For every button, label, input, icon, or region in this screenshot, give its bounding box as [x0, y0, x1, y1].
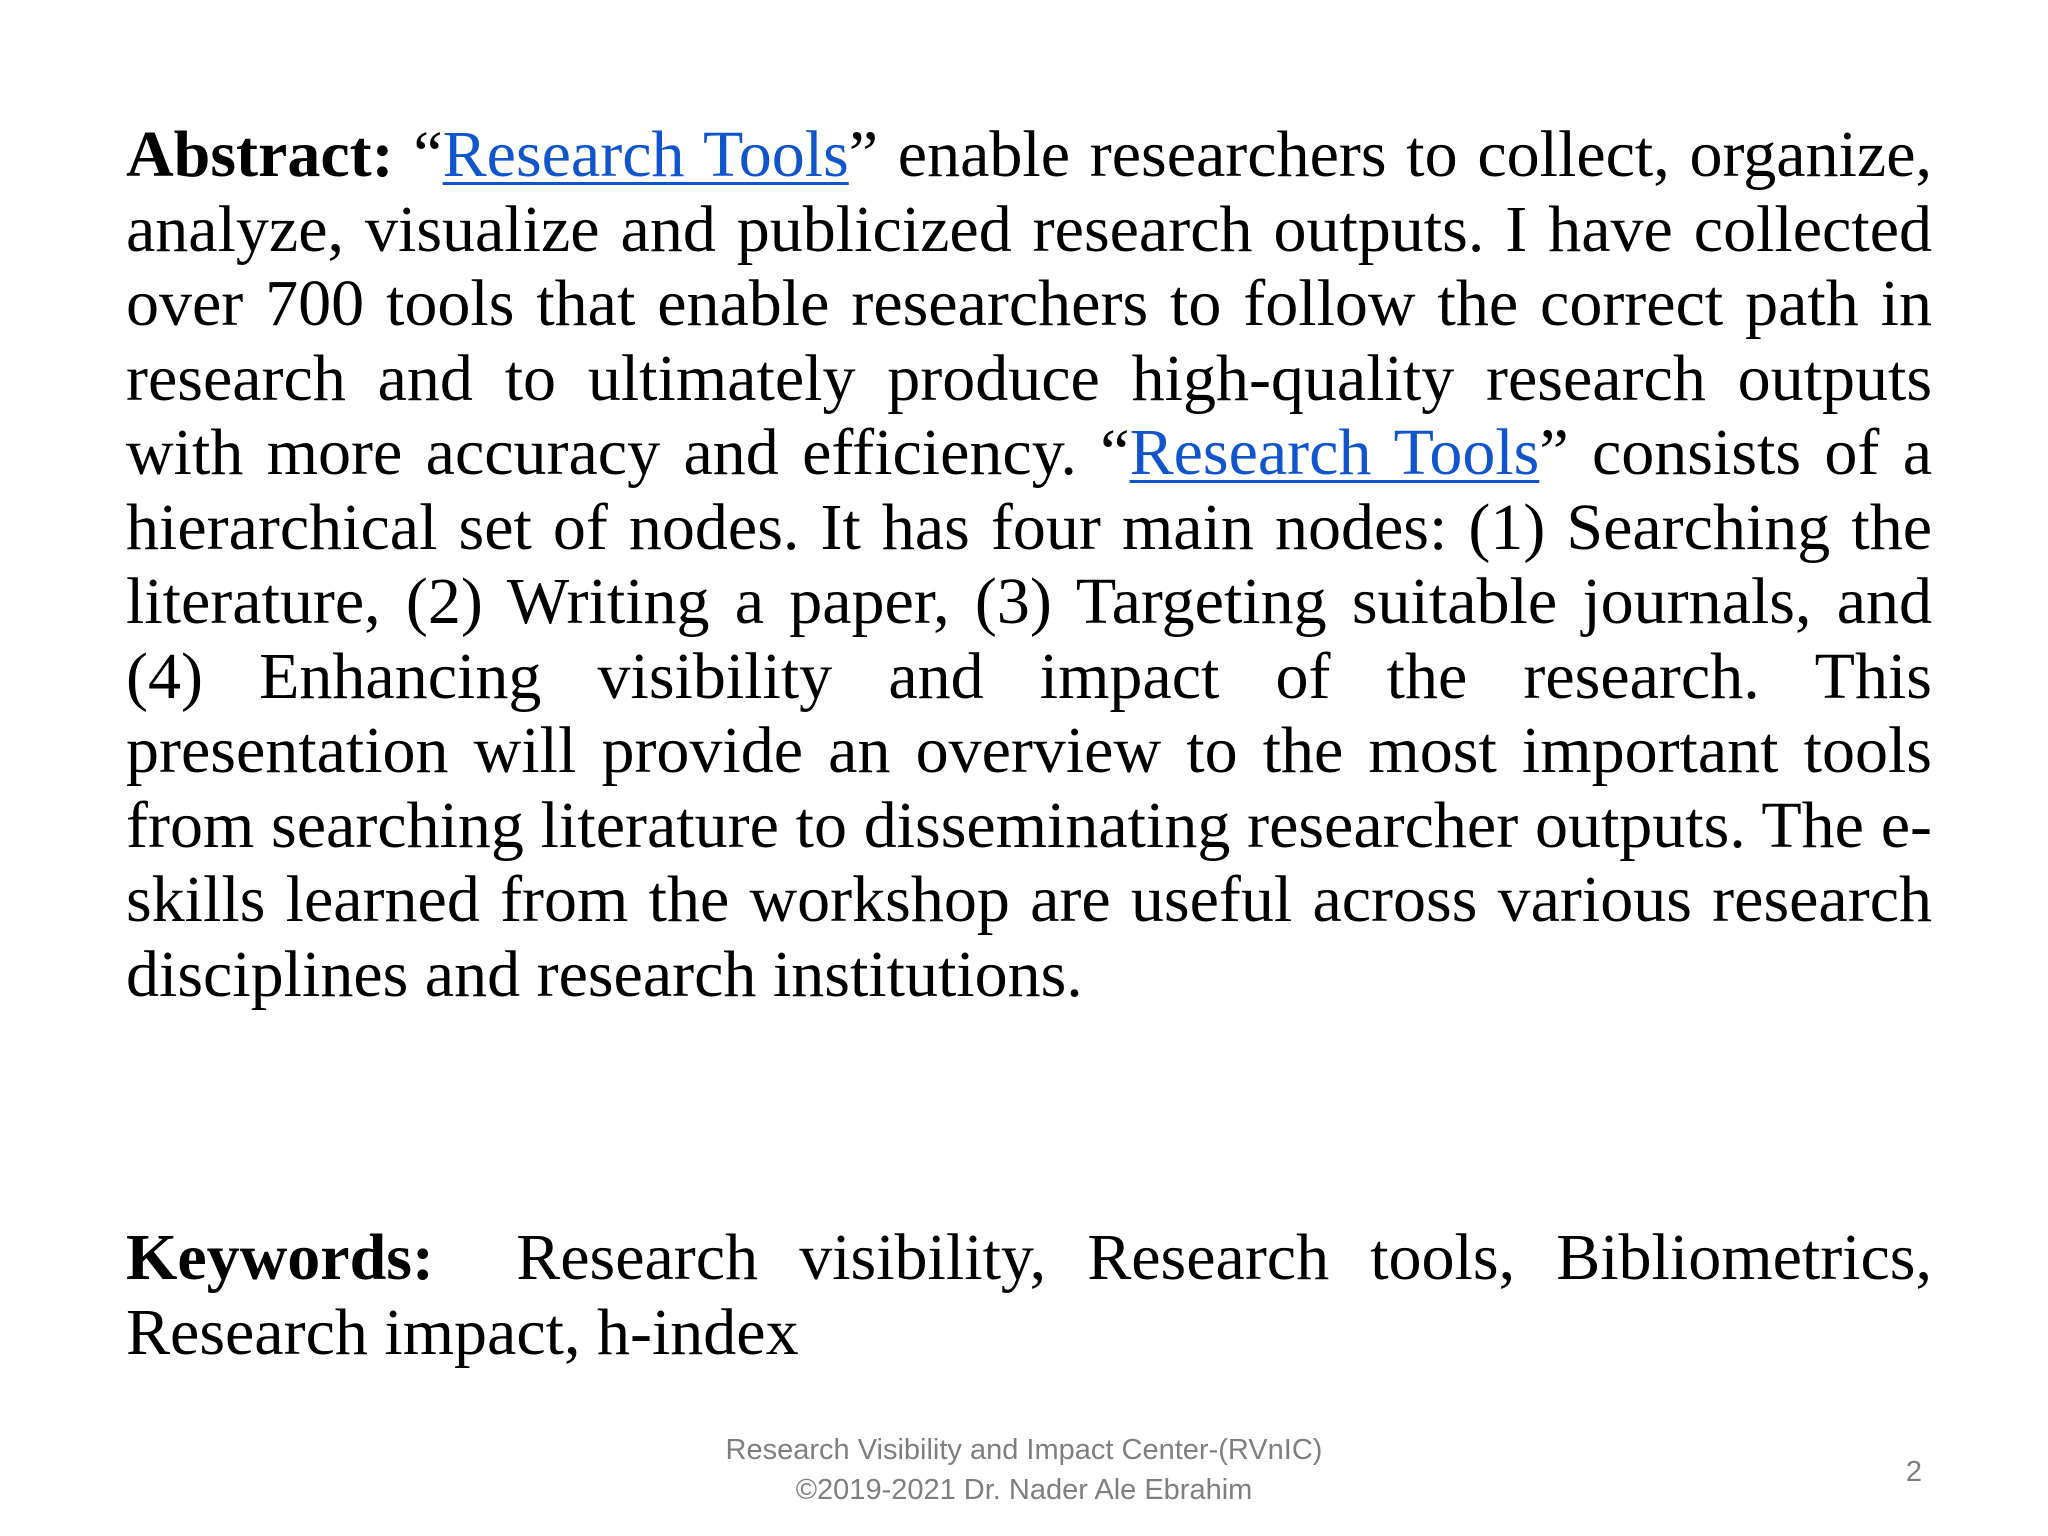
slide-footer — [624, 1430, 1424, 1510]
abstract-text-part-3: ” consists of a hierarchical set of nodes. It has four main nodes: (1) Searching the literature, (2) Writing a paper, (3) Targeting suitable journals, and (4) Enhancing visibility and impact of the research. This presentation will provide an overview to the most important tools from searching literature to disseminating researcher outputs. The e-skills learned from the workshop are useful across various research disciplines and research institutions. — [126, 416, 1933, 1011]
footer-line-2: ©2019-2021 Dr. Nader Ale Ebrahim — [795, 1474, 1253, 1506]
slide-page-number: 2 — [1905, 1456, 1922, 1488]
abstract-text-part-2: ” enable researchers to collect, organize, analyze, visualize and publicized research outputs. I have collected over 700 tools that enable researchers to follow the correct path in research and to ultimately produce high-quality research outputs with more accuracy and efficiency. “ — [126, 118, 1932, 489]
abstract-paragraph — [126, 118, 1932, 1012]
research-tools-link-2[interactable]: Research Tools — [1129, 416, 1540, 489]
keywords-paragraph — [126, 1221, 1949, 1370]
keywords-label: Keywords: — [126, 1221, 434, 1294]
abstract-label: Abstract: — [126, 118, 394, 191]
footer-line-1: Research Visibility and Impact Center-(RVnIC) — [725, 1434, 1323, 1466]
keywords-text: Research visibility, Research tools, Bibliometrics, Research impact, h-index — [126, 1221, 1949, 1369]
research-tools-link-1[interactable]: Research Tools — [442, 118, 849, 191]
abstract-text-part-1: “ — [393, 118, 443, 191]
